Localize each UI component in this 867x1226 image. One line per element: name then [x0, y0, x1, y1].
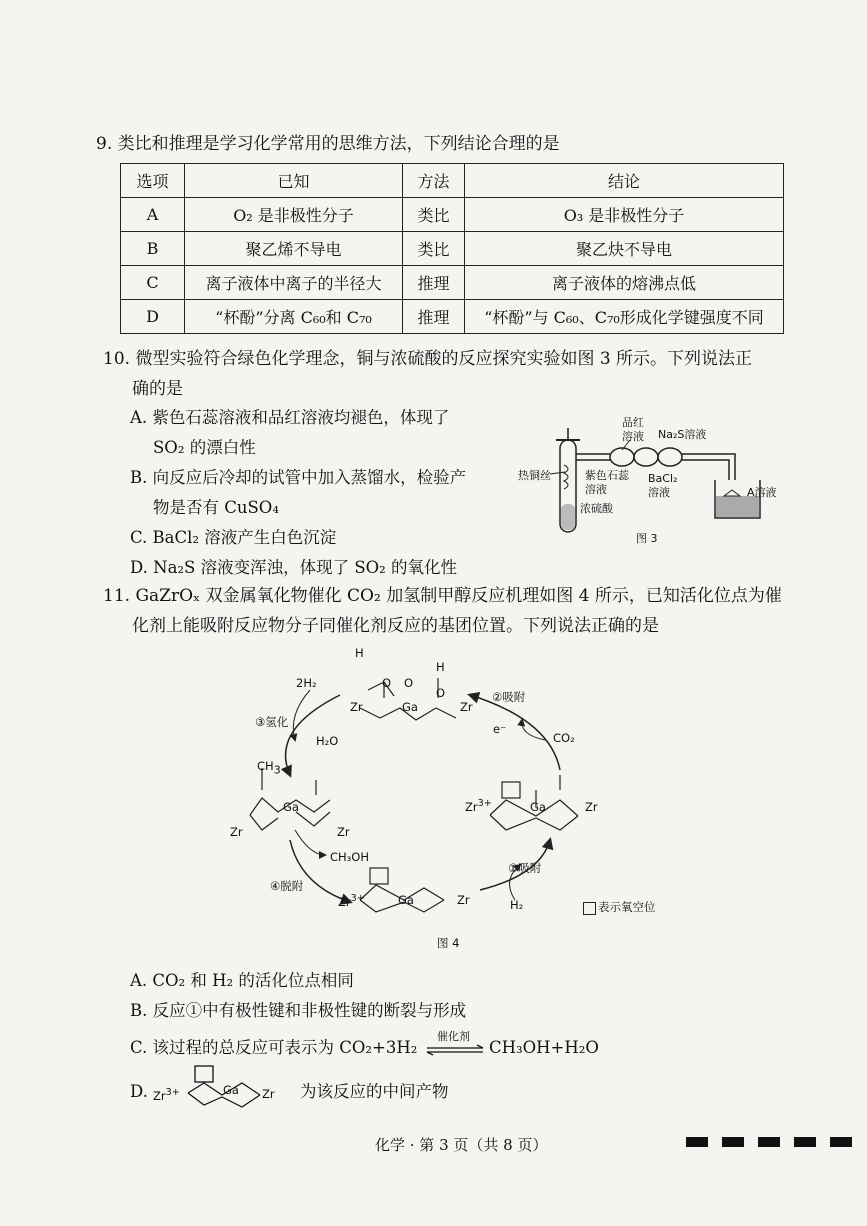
table-cell: O₂ 是非极性分子	[185, 198, 403, 232]
label-step2: ②吸附	[492, 690, 526, 704]
table-cell: 类比	[403, 232, 465, 266]
q11-option-c: C. 该过程的总反应可表示为 CO₂+3H₂	[130, 1038, 418, 1057]
table-row	[121, 232, 784, 266]
footer-square-icon	[686, 1137, 708, 1147]
q10-stem-line1: 10. 微型实验符合绿色化学理念，铜与浓硫酸的反应探究实验如图 3 所示。下列说法正	[103, 349, 753, 369]
q11-stem-line1: 11. GaZrOₓ 双金属氧化物催化 CO₂ 加氢制甲醇反应机理如图 4 所示，已知活化位点为催	[103, 586, 782, 606]
q11-stem-line2: 化剂上能吸附反应物分子同催化剂反应的基团位置。下列说法正确的是	[132, 616, 659, 636]
footer-square-icon	[758, 1137, 780, 1147]
q11-option-a: A. CO₂ 和 H₂ 的活化位点相同	[130, 971, 354, 990]
table-cell: 离子液体的熔沸点低	[465, 266, 784, 300]
footer-square-icon	[830, 1137, 852, 1147]
table-cell: D	[121, 300, 185, 334]
q11-option-c-products: CH₃OH+H₂O	[489, 1038, 599, 1057]
footer-marks	[672, 1132, 852, 1151]
table-header: 选项	[121, 164, 185, 198]
table-cell: “杯酚”与 C₆₀、C₇₀形成化学键强度不同	[465, 300, 784, 334]
footer-square-icon	[794, 1137, 816, 1147]
catalyst-label: 催化剂	[437, 1030, 470, 1043]
q10-option-c: C. BaCl₂ 溶液产生白色沉淀	[130, 528, 337, 547]
q11-option-d: D.	[130, 1082, 148, 1101]
q9-table	[120, 163, 784, 334]
figure-4-caption: 图 4	[437, 936, 460, 950]
q11-option-d-text: 为该反应的中间产物	[300, 1082, 449, 1101]
page-footer: 化学 · 第 3 页（共 8 页）	[375, 1136, 548, 1154]
label-acid: 浓硫酸	[580, 502, 613, 515]
table-cell: 类比	[403, 198, 465, 232]
label-h2o: H₂O	[316, 734, 339, 748]
q10-option-a-cont: SO₂ 的漂白性	[153, 438, 256, 457]
table-cell: 聚乙烯不导电	[185, 232, 403, 266]
table-cell: “杯酚”分离 C₆₀和 C₇₀	[185, 300, 403, 334]
label-pinhong: 品红溶液	[622, 416, 644, 443]
table-cell: O₃ 是非极性分子	[465, 198, 784, 232]
figure-3-caption: 图 3	[636, 532, 658, 545]
label-bacl2: BaCl₂溶液	[648, 472, 678, 499]
table-cell: B	[121, 232, 185, 266]
table-header: 结论	[465, 164, 784, 198]
table-header: 方法	[403, 164, 465, 198]
table-row	[121, 266, 784, 300]
label-na2s: Na₂S溶液	[658, 428, 707, 441]
table-cell: 推理	[403, 266, 465, 300]
table-header: 已知	[185, 164, 403, 198]
q10-option-a: A. 紫色石蕊溶液和品红溶液均褪色，体现了	[130, 408, 450, 427]
label-copper: 热铜丝	[518, 469, 551, 482]
q10-option-b: B. 向反应后冷却的试管中加入蒸馏水，检验产	[130, 468, 467, 487]
table-cell: 推理	[403, 300, 465, 334]
q9-stem: 9. 类比和推理是学习化学常用的思维方法，下列结论合理的是	[96, 134, 560, 154]
label-step4: ④脱附	[270, 879, 304, 893]
table-row	[121, 300, 784, 334]
footer-square-icon	[722, 1137, 744, 1147]
q10-option-b-cont: 物是否有 CuSO₄	[153, 498, 279, 517]
legend-label: 表示氧空位	[598, 900, 656, 914]
label-h2: H₂	[510, 898, 524, 912]
label-shirui: 紫色石蕊溶液	[585, 469, 629, 496]
label-a-solution: A溶液	[747, 486, 777, 499]
label-electron: e⁻	[493, 722, 507, 736]
table-row	[121, 198, 784, 232]
q10-stem-line2: 确的是	[132, 379, 183, 399]
table-cell: 聚乙炔不导电	[465, 232, 784, 266]
table-header-row	[121, 164, 784, 198]
label-co2: CO₂	[553, 731, 575, 745]
q10-option-d: D. Na₂S 溶液变浑浊，体现了 SO₂ 的氧化性	[130, 558, 458, 577]
label-ch3oh: CH₃OH	[330, 850, 369, 864]
equilibrium-arrow-icon	[425, 1044, 487, 1056]
label-2h2: 2H₂	[296, 676, 317, 690]
label-step3: ③氢化	[255, 715, 289, 729]
table-cell: 离子液体中离子的半径大	[185, 266, 403, 300]
table-cell: C	[121, 266, 185, 300]
table-cell: A	[121, 198, 185, 232]
oxygen-vacancy-legend-icon	[583, 902, 596, 915]
label-step1: ①吸附	[508, 861, 542, 875]
q11-option-b: B. 反应①中有极性键和非极性键的断裂与形成	[130, 1001, 467, 1020]
